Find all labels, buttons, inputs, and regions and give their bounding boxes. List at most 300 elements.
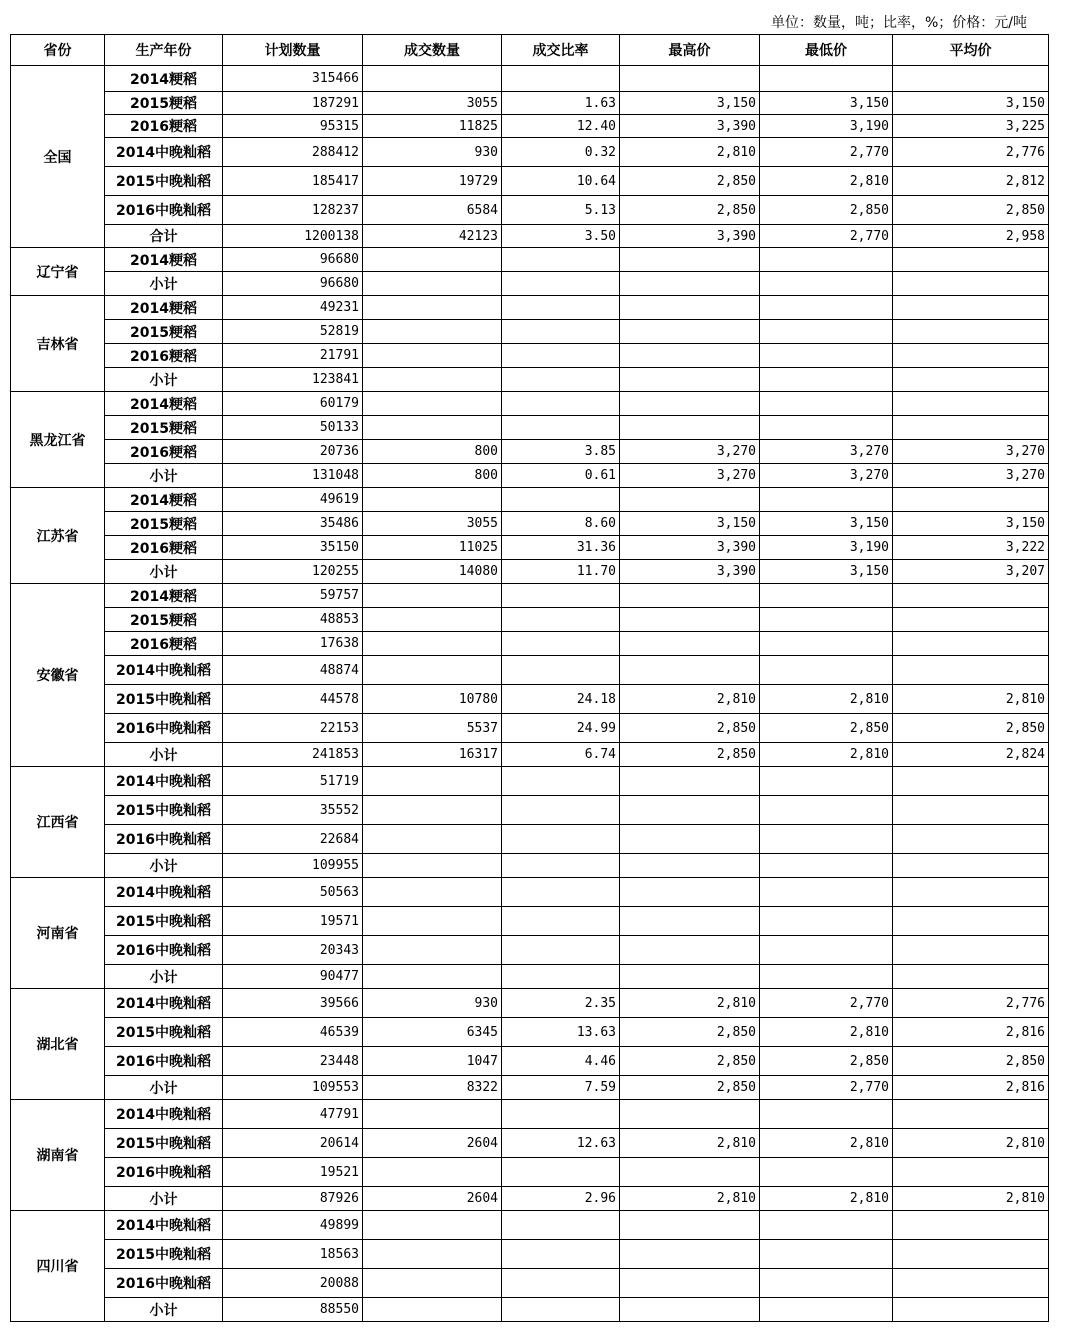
cell-plan: 88550: [223, 1298, 363, 1322]
cell-low: [760, 1269, 893, 1298]
cell-year: 2015中晚籼稻: [105, 685, 223, 714]
cell-low: [760, 854, 893, 878]
cell-avg: [893, 272, 1049, 296]
cell-avg: 3,270: [893, 464, 1049, 488]
cell-plan: 17638: [223, 632, 363, 656]
table-row: [11, 225, 1049, 248]
cell-low: 2,810: [760, 685, 893, 714]
table-row: [11, 512, 1049, 536]
cell-high: [620, 825, 760, 854]
cell-high: 2,810: [620, 1129, 760, 1158]
cell-deal: 5537: [363, 714, 502, 743]
cell-plan: 109553: [223, 1076, 363, 1100]
cell-high: [620, 907, 760, 936]
cell-avg: 2,850: [893, 714, 1049, 743]
cell-ratio: 7.59: [502, 1076, 620, 1100]
cell-province: 江西省: [11, 767, 105, 878]
cell-deal: [363, 1158, 502, 1187]
cell-high: 2,850: [620, 167, 760, 196]
table-row: [11, 1298, 1049, 1322]
cell-deal: [363, 488, 502, 512]
cell-year: 2016中晚籼稻: [105, 825, 223, 854]
cell-year: 2014中晚籼稻: [105, 767, 223, 796]
cell-plan: 22153: [223, 714, 363, 743]
cell-high: 3,270: [620, 464, 760, 488]
cell-ratio: 24.18: [502, 685, 620, 714]
cell-year: 2014中晚籼稻: [105, 138, 223, 167]
cell-province: 吉林省: [11, 296, 105, 392]
cell-avg: [893, 907, 1049, 936]
table-row: [11, 296, 1049, 320]
cell-high: [620, 272, 760, 296]
cell-avg: 2,958: [893, 225, 1049, 248]
cell-plan: 21791: [223, 344, 363, 368]
cell-low: 2,850: [760, 1047, 893, 1076]
cell-ratio: 8.60: [502, 512, 620, 536]
cell-avg: 2,810: [893, 685, 1049, 714]
table-row: [11, 1100, 1049, 1129]
cell-low: [760, 488, 893, 512]
header-deal: 成交数量: [363, 35, 502, 66]
cell-deal: [363, 1298, 502, 1322]
cell-ratio: [502, 608, 620, 632]
cell-ratio: [502, 392, 620, 416]
cell-plan: 50133: [223, 416, 363, 440]
cell-high: [620, 320, 760, 344]
table-row: [11, 936, 1049, 965]
cell-deal: 2604: [363, 1187, 502, 1211]
cell-high: [620, 368, 760, 392]
table-row: [11, 584, 1049, 608]
cell-plan: 39566: [223, 989, 363, 1018]
cell-year: 小计: [105, 1298, 223, 1322]
cell-high: [620, 1269, 760, 1298]
cell-plan: 315466: [223, 66, 363, 92]
cell-low: 3,150: [760, 560, 893, 584]
cell-year: 小计: [105, 560, 223, 584]
cell-plan: 109955: [223, 854, 363, 878]
cell-deal: 6584: [363, 196, 502, 225]
cell-deal: 930: [363, 989, 502, 1018]
unit-note: 单位：数量，吨；比率，%；价格：元/吨: [770, 15, 1027, 31]
cell-high: 2,850: [620, 1076, 760, 1100]
cell-year: 2015粳稻: [105, 92, 223, 115]
cell-deal: 10780: [363, 685, 502, 714]
cell-low: [760, 344, 893, 368]
cell-deal: [363, 1211, 502, 1240]
cell-year: 2014中晚籼稻: [105, 878, 223, 907]
cell-avg: [893, 1269, 1049, 1298]
cell-deal: 3055: [363, 512, 502, 536]
cell-deal: 1047: [363, 1047, 502, 1076]
cell-year: 2016粳稻: [105, 440, 223, 464]
cell-deal: [363, 907, 502, 936]
cell-ratio: 3.50: [502, 225, 620, 248]
cell-high: 2,810: [620, 138, 760, 167]
cell-ratio: 11.70: [502, 560, 620, 584]
header-province: 省份: [11, 35, 105, 66]
cell-plan: 288412: [223, 138, 363, 167]
cell-high: [620, 1240, 760, 1269]
cell-province: 江苏省: [11, 488, 105, 584]
cell-province: 黑龙江省: [11, 392, 105, 488]
cell-year: 2014粳稻: [105, 248, 223, 272]
cell-low: 2,810: [760, 1129, 893, 1158]
cell-high: 2,850: [620, 743, 760, 767]
cell-plan: 48874: [223, 656, 363, 685]
cell-plan: 20088: [223, 1269, 363, 1298]
cell-low: 2,810: [760, 167, 893, 196]
table-row: [11, 632, 1049, 656]
cell-avg: [893, 632, 1049, 656]
cell-deal: [363, 272, 502, 296]
cell-deal: 19729: [363, 167, 502, 196]
cell-deal: [363, 878, 502, 907]
cell-ratio: 2.96: [502, 1187, 620, 1211]
cell-avg: [893, 656, 1049, 685]
table-row: [11, 796, 1049, 825]
cell-year: 2015粳稻: [105, 320, 223, 344]
cell-high: 3,390: [620, 560, 760, 584]
cell-year: 2014粳稻: [105, 296, 223, 320]
cell-plan: 49619: [223, 488, 363, 512]
cell-deal: [363, 965, 502, 989]
table-row: [11, 714, 1049, 743]
cell-plan: 59757: [223, 584, 363, 608]
table-row: [11, 965, 1049, 989]
cell-avg: 3,207: [893, 560, 1049, 584]
cell-avg: 2,812: [893, 167, 1049, 196]
cell-ratio: 12.63: [502, 1129, 620, 1158]
cell-avg: [893, 1158, 1049, 1187]
cell-province: 全国: [11, 66, 105, 248]
cell-plan: 185417: [223, 167, 363, 196]
cell-low: [760, 936, 893, 965]
cell-ratio: [502, 320, 620, 344]
cell-avg: 2,850: [893, 1047, 1049, 1076]
table-row: [11, 368, 1049, 392]
cell-ratio: [502, 767, 620, 796]
cell-avg: 2,776: [893, 989, 1049, 1018]
cell-deal: [363, 936, 502, 965]
table-row: [11, 854, 1049, 878]
cell-avg: [893, 854, 1049, 878]
cell-ratio: [502, 878, 620, 907]
table-row: [11, 767, 1049, 796]
cell-year: 2016粳稻: [105, 115, 223, 138]
cell-province: 湖南省: [11, 1100, 105, 1211]
cell-plan: 131048: [223, 464, 363, 488]
cell-ratio: 0.61: [502, 464, 620, 488]
cell-ratio: [502, 1211, 620, 1240]
cell-high: 2,810: [620, 1187, 760, 1211]
cell-deal: [363, 796, 502, 825]
cell-plan: 48853: [223, 608, 363, 632]
cell-ratio: [502, 272, 620, 296]
cell-avg: 2,810: [893, 1187, 1049, 1211]
cell-year: 2016中晚籼稻: [105, 1047, 223, 1076]
cell-plan: 20736: [223, 440, 363, 464]
cell-deal: [363, 368, 502, 392]
table-body: [11, 66, 1049, 1322]
table-row: [11, 66, 1049, 92]
cell-plan: 20614: [223, 1129, 363, 1158]
cell-low: [760, 248, 893, 272]
cell-deal: 6345: [363, 1018, 502, 1047]
table-row: [11, 1018, 1049, 1047]
cell-low: [760, 416, 893, 440]
table-row: [11, 1211, 1049, 1240]
cell-deal: 11025: [363, 536, 502, 560]
table-row: [11, 196, 1049, 225]
cell-low: 2,850: [760, 196, 893, 225]
cell-low: [760, 878, 893, 907]
cell-ratio: 2.35: [502, 989, 620, 1018]
cell-year: 2014中晚籼稻: [105, 1211, 223, 1240]
header-plan: 计划数量: [223, 35, 363, 66]
cell-plan: 187291: [223, 92, 363, 115]
cell-deal: 800: [363, 440, 502, 464]
cell-deal: [363, 66, 502, 92]
table-row: [11, 320, 1049, 344]
cell-plan: 241853: [223, 743, 363, 767]
cell-high: 2,810: [620, 685, 760, 714]
cell-high: [620, 608, 760, 632]
cell-high: [620, 488, 760, 512]
cell-low: [760, 1240, 893, 1269]
cell-province: 湖北省: [11, 989, 105, 1100]
cell-low: [760, 1100, 893, 1129]
cell-ratio: 10.64: [502, 167, 620, 196]
cell-deal: [363, 344, 502, 368]
cell-high: [620, 1211, 760, 1240]
cell-ratio: [502, 368, 620, 392]
cell-avg: [893, 392, 1049, 416]
cell-deal: [363, 656, 502, 685]
cell-year: 小计: [105, 965, 223, 989]
table-row: [11, 115, 1049, 138]
table-row: [11, 907, 1049, 936]
cell-year: 合计: [105, 225, 223, 248]
cell-year: 2014中晚籼稻: [105, 1100, 223, 1129]
cell-ratio: [502, 1240, 620, 1269]
table-row: [11, 272, 1049, 296]
table-row: [11, 1129, 1049, 1158]
cell-plan: 35150: [223, 536, 363, 560]
cell-avg: 3,150: [893, 92, 1049, 115]
cell-year: 2014粳稻: [105, 66, 223, 92]
cell-plan: 35486: [223, 512, 363, 536]
cell-high: [620, 767, 760, 796]
cell-low: 2,810: [760, 1187, 893, 1211]
cell-year: 2014粳稻: [105, 584, 223, 608]
cell-ratio: 4.46: [502, 1047, 620, 1076]
cell-avg: 3,225: [893, 115, 1049, 138]
cell-ratio: [502, 936, 620, 965]
cell-high: [620, 936, 760, 965]
cell-high: 2,850: [620, 714, 760, 743]
cell-plan: 44578: [223, 685, 363, 714]
cell-low: 3,190: [760, 115, 893, 138]
table-row: [11, 1047, 1049, 1076]
cell-high: [620, 392, 760, 416]
cell-high: 3,150: [620, 512, 760, 536]
cell-plan: 96680: [223, 272, 363, 296]
cell-low: [760, 272, 893, 296]
cell-year: 2014中晚籼稻: [105, 656, 223, 685]
cell-high: 3,150: [620, 92, 760, 115]
cell-avg: [893, 1100, 1049, 1129]
cell-avg: 3,270: [893, 440, 1049, 464]
table-row: [11, 440, 1049, 464]
cell-year: 2015粳稻: [105, 608, 223, 632]
cell-ratio: 31.36: [502, 536, 620, 560]
cell-low: 2,810: [760, 1018, 893, 1047]
cell-ratio: [502, 796, 620, 825]
table-row: [11, 1240, 1049, 1269]
cell-plan: 47791: [223, 1100, 363, 1129]
table-row: [11, 248, 1049, 272]
table-row: [11, 464, 1049, 488]
cell-low: 2,770: [760, 1076, 893, 1100]
cell-plan: 50563: [223, 878, 363, 907]
cell-high: 2,850: [620, 1047, 760, 1076]
cell-low: [760, 1298, 893, 1322]
cell-avg: 3,150: [893, 512, 1049, 536]
cell-province: 四川省: [11, 1211, 105, 1322]
cell-low: [760, 392, 893, 416]
cell-plan: 35552: [223, 796, 363, 825]
cell-deal: 8322: [363, 1076, 502, 1100]
cell-high: 2,850: [620, 196, 760, 225]
cell-ratio: 12.40: [502, 115, 620, 138]
cell-ratio: 6.74: [502, 743, 620, 767]
cell-ratio: [502, 1269, 620, 1298]
table-row: [11, 344, 1049, 368]
cell-ratio: [502, 296, 620, 320]
cell-deal: 11825: [363, 115, 502, 138]
cell-ratio: [502, 416, 620, 440]
cell-avg: [893, 344, 1049, 368]
cell-high: 3,390: [620, 115, 760, 138]
cell-low: 3,270: [760, 464, 893, 488]
cell-year: 小计: [105, 1187, 223, 1211]
cell-low: [760, 1211, 893, 1240]
cell-avg: 2,816: [893, 1018, 1049, 1047]
cell-year: 2014粳稻: [105, 488, 223, 512]
cell-plan: 51719: [223, 767, 363, 796]
cell-avg: 2,850: [893, 196, 1049, 225]
table-row: [11, 685, 1049, 714]
cell-ratio: 0.32: [502, 138, 620, 167]
cell-avg: [893, 767, 1049, 796]
cell-year: 2015中晚籼稻: [105, 1018, 223, 1047]
cell-deal: [363, 392, 502, 416]
cell-year: 2016粳稻: [105, 536, 223, 560]
cell-year: 2016中晚籼稻: [105, 936, 223, 965]
cell-plan: 90477: [223, 965, 363, 989]
table-row: [11, 825, 1049, 854]
table-row: [11, 608, 1049, 632]
cell-deal: [363, 296, 502, 320]
cell-plan: 18563: [223, 1240, 363, 1269]
cell-year: 小计: [105, 1076, 223, 1100]
cell-plan: 96680: [223, 248, 363, 272]
cell-avg: [893, 825, 1049, 854]
table-row: [11, 536, 1049, 560]
cell-low: 2,850: [760, 714, 893, 743]
header-year: 生产年份: [105, 35, 223, 66]
table-row: [11, 138, 1049, 167]
cell-avg: 2,816: [893, 1076, 1049, 1100]
auction-results-table: [10, 34, 1049, 1322]
cell-ratio: [502, 584, 620, 608]
cell-ratio: 13.63: [502, 1018, 620, 1047]
cell-deal: [363, 1240, 502, 1269]
cell-low: [760, 656, 893, 685]
cell-avg: [893, 936, 1049, 965]
table-row: [11, 989, 1049, 1018]
cell-low: 3,270: [760, 440, 893, 464]
cell-year: 2015中晚籼稻: [105, 167, 223, 196]
cell-ratio: [502, 1298, 620, 1322]
cell-high: [620, 878, 760, 907]
table-row: [11, 1158, 1049, 1187]
cell-low: [760, 965, 893, 989]
cell-high: [620, 656, 760, 685]
cell-low: [760, 368, 893, 392]
cell-ratio: 24.99: [502, 714, 620, 743]
header-avg: 平均价: [893, 35, 1049, 66]
table-row: [11, 656, 1049, 685]
cell-low: [760, 767, 893, 796]
header-high: 最高价: [620, 35, 760, 66]
cell-year: 小计: [105, 854, 223, 878]
header-low: 最低价: [760, 35, 893, 66]
cell-high: [620, 1298, 760, 1322]
cell-deal: [363, 608, 502, 632]
cell-ratio: [502, 825, 620, 854]
cell-ratio: 3.85: [502, 440, 620, 464]
cell-year: 2016粳稻: [105, 632, 223, 656]
cell-low: 3,150: [760, 92, 893, 115]
cell-year: 小计: [105, 272, 223, 296]
cell-plan: 1200138: [223, 225, 363, 248]
cell-avg: [893, 878, 1049, 907]
cell-avg: [893, 416, 1049, 440]
cell-deal: 42123: [363, 225, 502, 248]
cell-avg: [893, 368, 1049, 392]
cell-plan: 95315: [223, 115, 363, 138]
cell-avg: 2,810: [893, 1129, 1049, 1158]
cell-deal: 3055: [363, 92, 502, 115]
cell-high: [620, 854, 760, 878]
cell-plan: 120255: [223, 560, 363, 584]
cell-ratio: [502, 1158, 620, 1187]
cell-avg: [893, 584, 1049, 608]
cell-year: 2015中晚籼稻: [105, 796, 223, 825]
table-row: [11, 488, 1049, 512]
cell-ratio: [502, 965, 620, 989]
cell-low: 2,770: [760, 989, 893, 1018]
cell-low: 3,190: [760, 536, 893, 560]
cell-year: 2016中晚籼稻: [105, 1158, 223, 1187]
cell-low: 2,770: [760, 138, 893, 167]
cell-avg: [893, 320, 1049, 344]
cell-low: [760, 1158, 893, 1187]
cell-high: [620, 796, 760, 825]
cell-high: 3,390: [620, 536, 760, 560]
